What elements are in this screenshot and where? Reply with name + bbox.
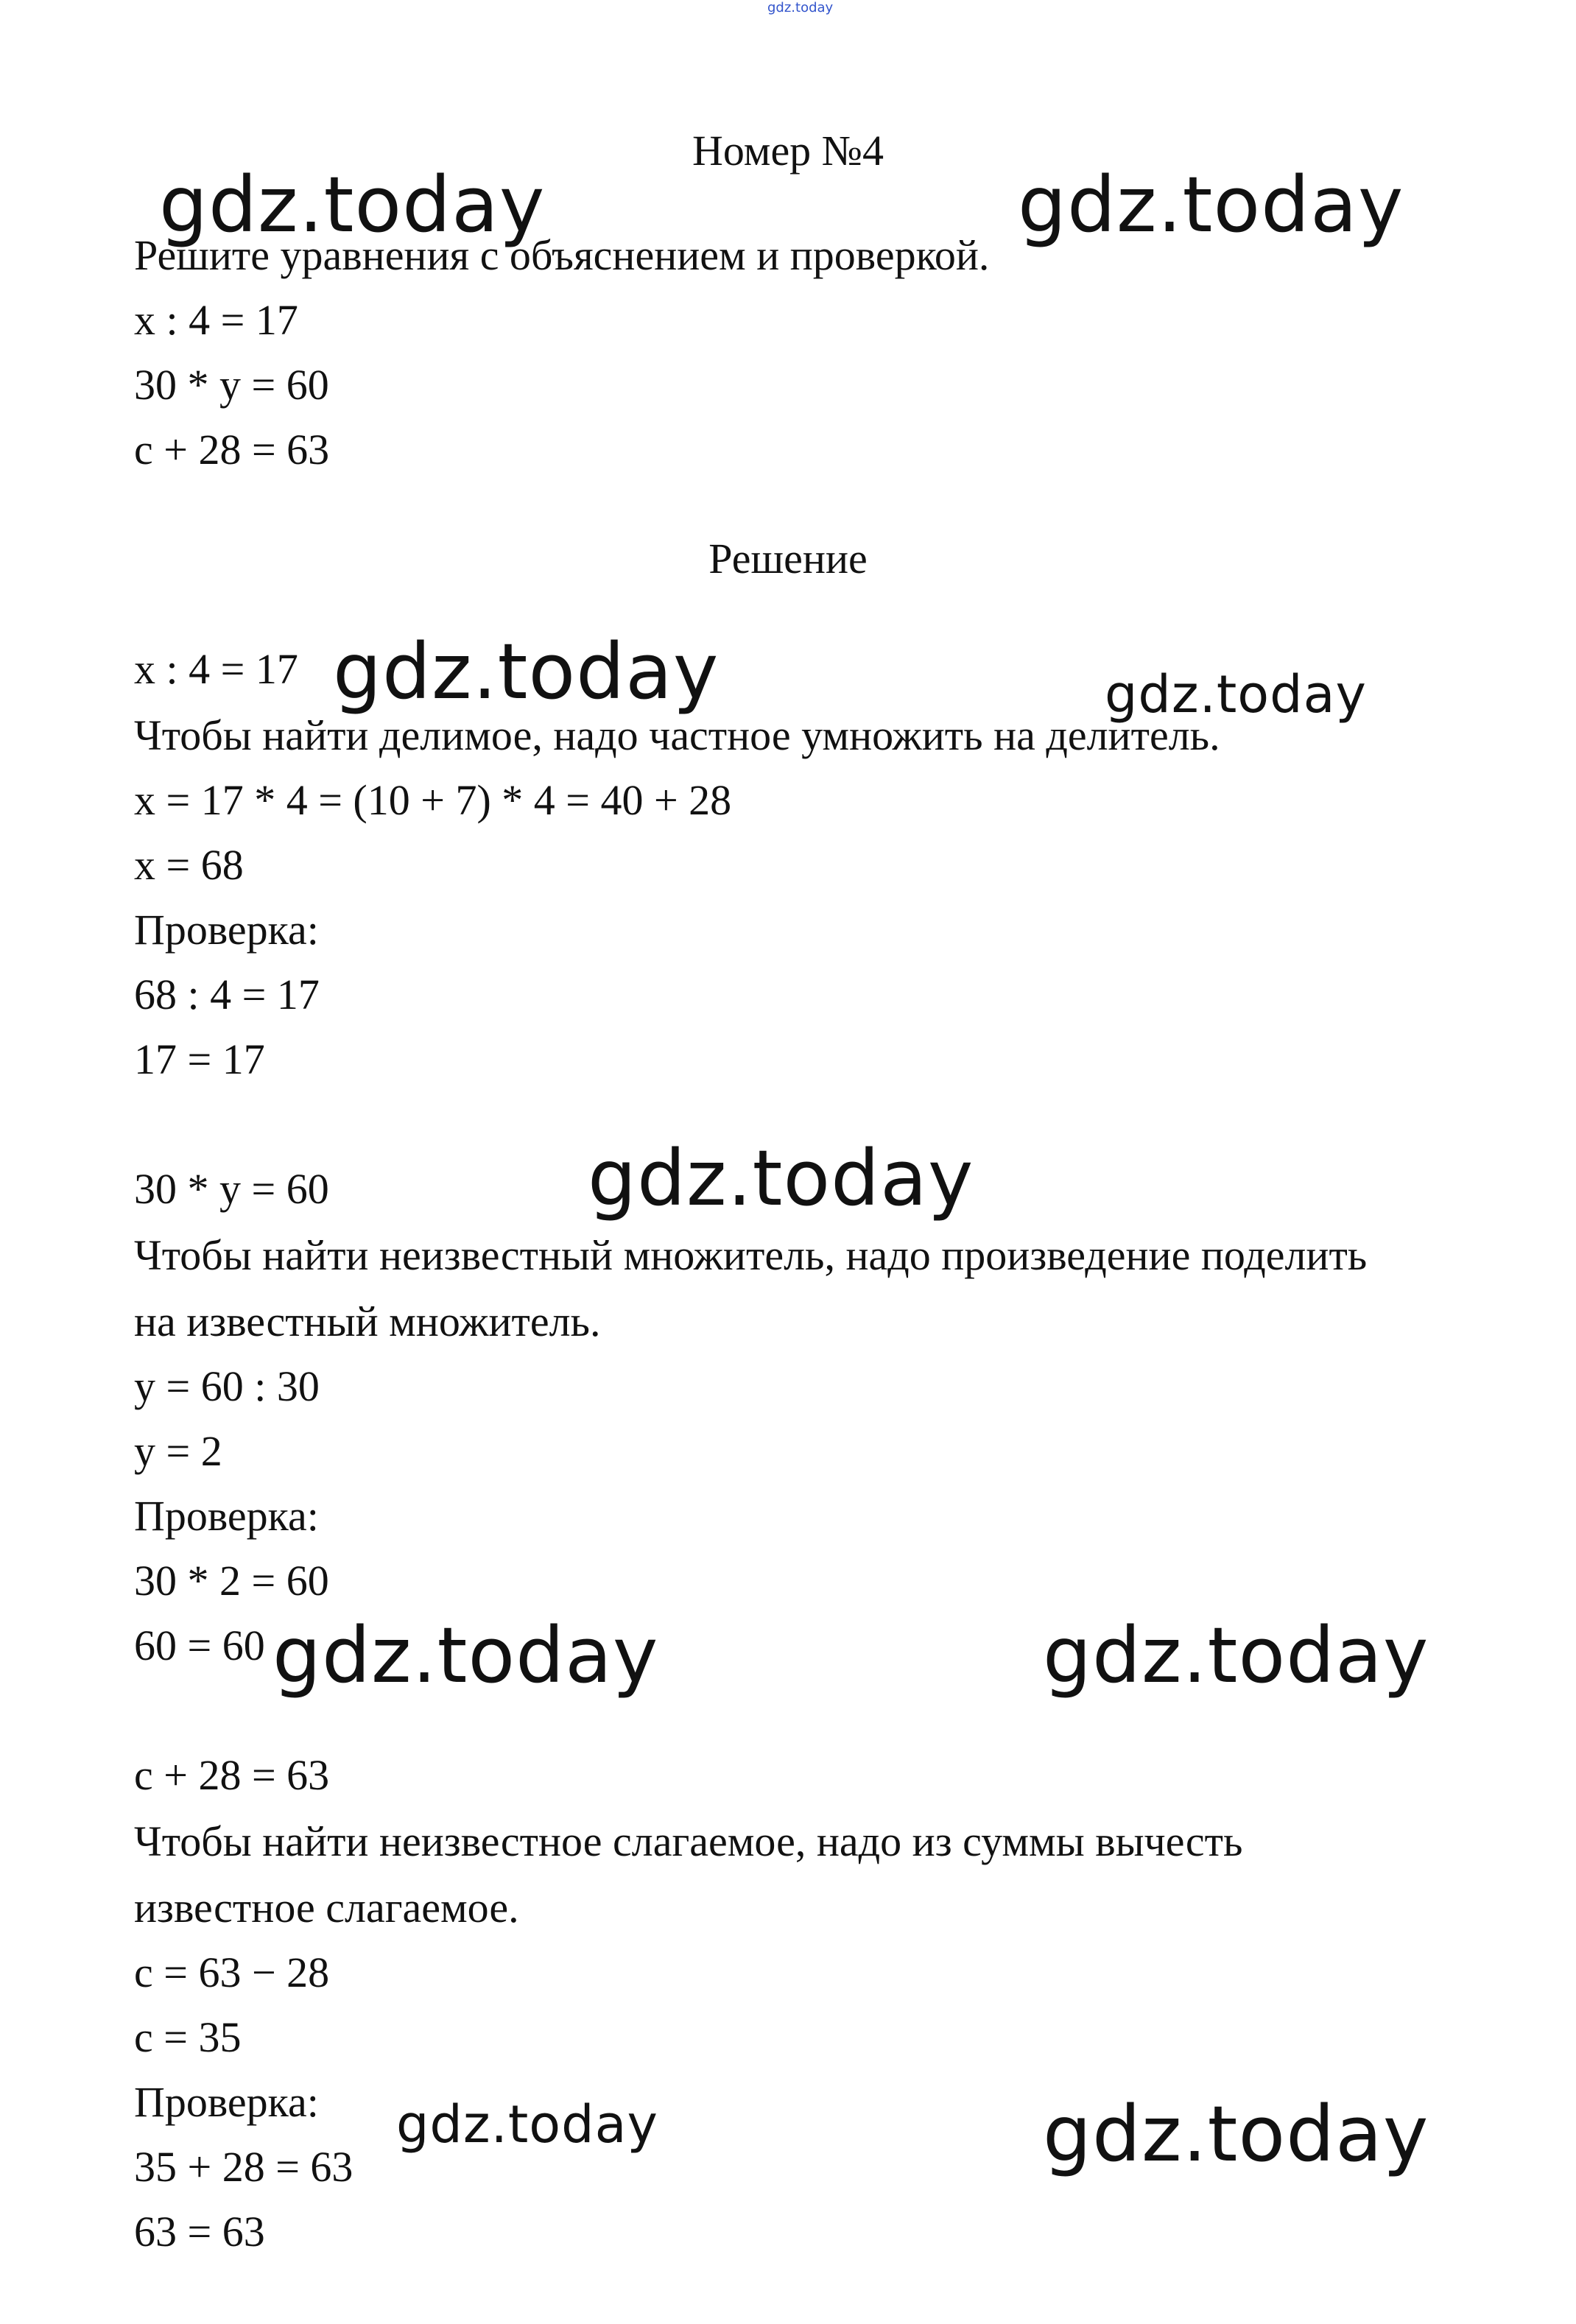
watermark-3: gdz.today <box>333 627 720 716</box>
watermark-4: gdz.today <box>1105 664 1367 725</box>
watermark-9: gdz.today <box>1043 2089 1429 2179</box>
watermark-1: gdz.today <box>159 160 546 250</box>
solution1-step1: x = 17 * 4 = (10 + 7) * 4 = 40 + 28 <box>134 776 732 824</box>
header-watermark: gdz.today <box>767 0 834 15</box>
watermark-2: gdz.today <box>1018 160 1404 250</box>
solution3-step1: c = 63 − 28 <box>134 1948 330 1996</box>
solution2-rule-line1: Чтобы найти неизвестный множитель, надо произведение поделить <box>134 1231 1368 1279</box>
solution1-check2: 17 = 17 <box>134 1035 265 1083</box>
solution1-rule: Чтобы найти делимое, надо частное умножить на делитель. <box>134 711 1220 759</box>
solution3-rule-line1: Чтобы найти неизвестное слагаемое, надо из суммы вычесть <box>134 1817 1243 1865</box>
task-equation-2: 30 * y = 60 <box>134 361 329 409</box>
solution-heading: Решение <box>708 535 868 582</box>
solution1-step2: x = 68 <box>134 841 244 889</box>
watermark-5: gdz.today <box>588 1133 974 1223</box>
solution2-check2: 60 = 60 <box>134 1621 265 1669</box>
solution3-check-label: Проверка: <box>134 2078 319 2126</box>
task-prompt: Решите уравнения с объяснением и проверкой. <box>134 231 990 279</box>
solution2-check1: 30 * 2 = 60 <box>134 1557 329 1605</box>
task-equation-1: x : 4 = 17 <box>134 296 298 344</box>
solution3-check1: 35 + 28 = 63 <box>134 2143 353 2191</box>
solution1-equation: x : 4 = 17 <box>134 645 298 693</box>
watermark-7: gdz.today <box>1043 1610 1429 1700</box>
solution3-rule-line2: известное слагаемое. <box>134 1884 519 1932</box>
task-equation-3: c + 28 = 63 <box>134 426 330 473</box>
solution2-rule-line2: на известный множитель. <box>134 1297 601 1345</box>
solution2-step1: y = 60 : 30 <box>134 1362 320 1410</box>
solution1-check-label: Проверка: <box>134 906 319 954</box>
solution2-step2: y = 2 <box>134 1427 222 1475</box>
solution2-check-label: Проверка: <box>134 1492 319 1540</box>
watermark-6: gdz.today <box>272 1610 659 1700</box>
solution1-check1: 68 : 4 = 17 <box>134 971 320 1018</box>
solution3-check2: 63 = 63 <box>134 2208 265 2256</box>
solution2-equation: 30 * y = 60 <box>134 1165 329 1213</box>
page-title: Номер №4 <box>692 127 884 175</box>
watermark-8: gdz.today <box>396 2094 658 2155</box>
solution3-step2: c = 35 <box>134 2013 242 2061</box>
solution3-equation: c + 28 = 63 <box>134 1751 330 1799</box>
